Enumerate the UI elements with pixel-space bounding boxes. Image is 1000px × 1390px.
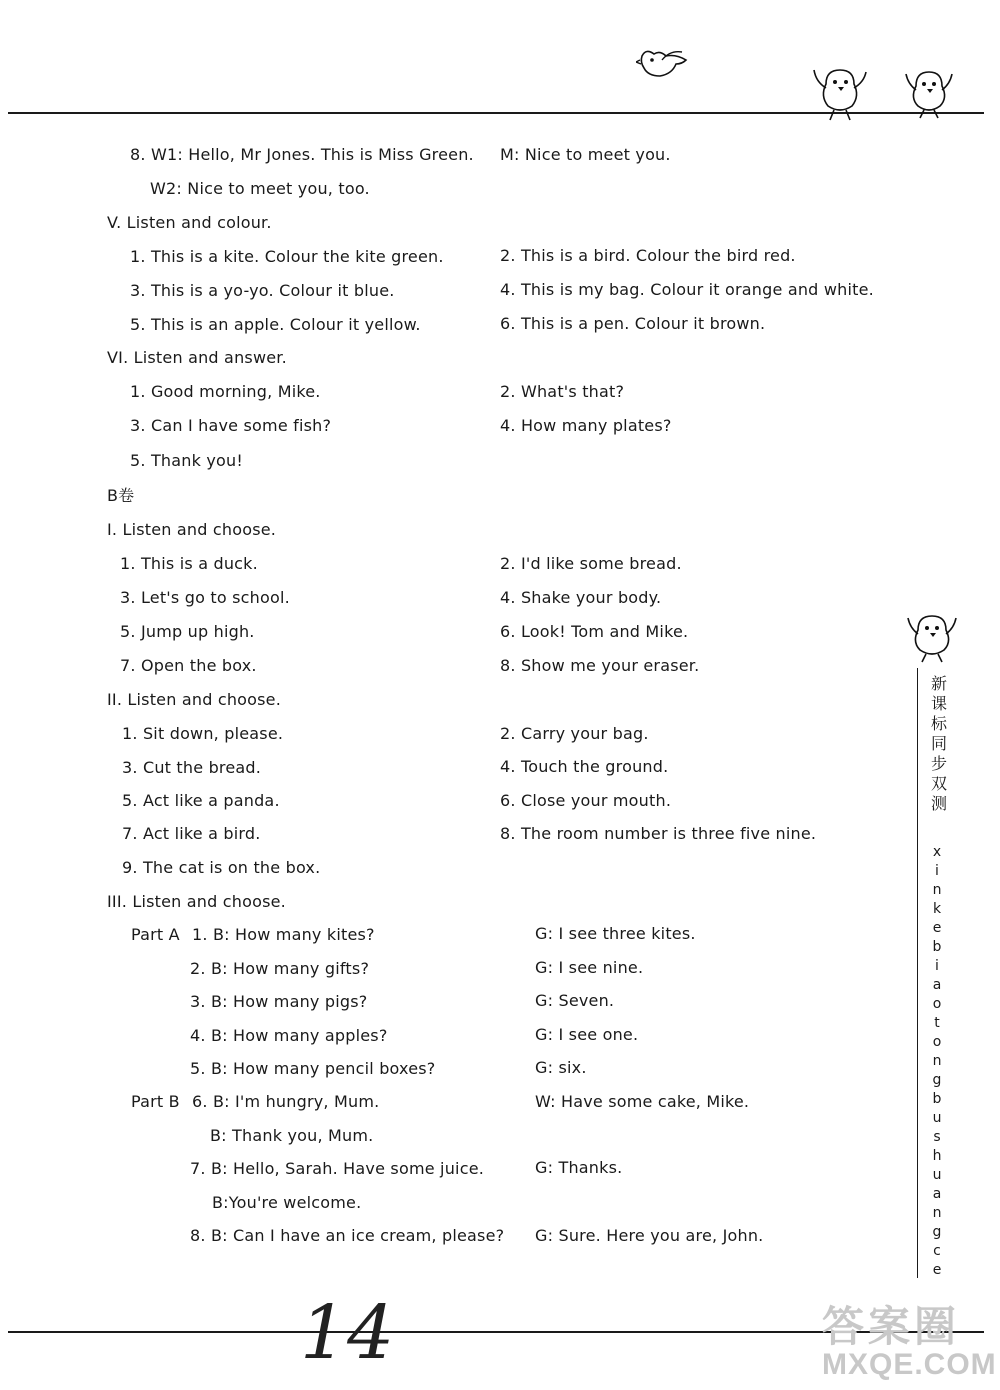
sidebar-pinyin-char: o	[932, 996, 942, 1012]
dialog-line: G: Thanks.	[535, 1158, 623, 1177]
sidebar-pinyin-char: g	[932, 1072, 942, 1088]
list-item: 1. This is a kite. Colour the kite green.	[130, 247, 444, 266]
dialog-line: G: six.	[535, 1058, 587, 1077]
list-item: 4. How many plates?	[500, 416, 672, 435]
dialog-line: 5. B: How many pencil boxes?	[190, 1059, 436, 1078]
sidebar-pinyin-char: c	[933, 1243, 941, 1259]
list-item: 5. This is an apple. Colour it yellow.	[130, 315, 421, 334]
sidebar-pinyin-char: n	[932, 882, 942, 898]
list-item: 8. The room number is three five nine.	[500, 824, 817, 843]
sidebar-pinyin-char: t	[934, 1015, 940, 1031]
sidebar-pinyin-char: e	[932, 920, 942, 936]
list-item: 5. Jump up high.	[120, 622, 255, 641]
dialog-line: 1. B: How many kites?	[192, 925, 375, 944]
dialog-line: 7. B: Hello, Sarah. Have some juice.	[190, 1159, 485, 1178]
list-item: 3. Let's go to school.	[120, 588, 290, 607]
sidebar-pinyin-char: g	[932, 1224, 942, 1240]
dialog-line: G: Seven.	[535, 991, 615, 1010]
list-item: 3. This is a yo-yo. Colour it blue.	[130, 281, 395, 300]
dialog-line: 2. B: How many gifts?	[190, 959, 370, 978]
dialog-line: 6. B: I'm hungry, Mum.	[192, 1092, 380, 1111]
sidebar-pinyin-char: e	[932, 1262, 942, 1278]
list-item: 1. This is a duck.	[120, 554, 258, 573]
sidebar-pinyin-char: n	[932, 1205, 942, 1221]
list-item: 6. Look! Tom and Mike.	[500, 622, 689, 641]
dialog-line: 8. B: Can I have an ice cream, please?	[190, 1226, 505, 1245]
dialog-line: 8. W1: Hello, Mr Jones. This is Miss Green.	[130, 145, 474, 164]
standing-bird-icon	[904, 66, 954, 120]
dialog-line: G: I see nine.	[535, 958, 644, 977]
dialog-line: B: Thank you, Mum.	[210, 1126, 374, 1145]
list-item: 5. Thank you!	[130, 451, 243, 470]
part-label: Part B	[131, 1092, 180, 1111]
list-item: 7. Open the box.	[120, 656, 257, 675]
list-item: 2. Carry your bag.	[500, 724, 649, 743]
dialog-line: W2: Nice to meet you, too.	[150, 179, 370, 198]
dialog-line: G: I see three kites.	[535, 924, 696, 943]
watermark-url: MXQE.COM	[822, 1348, 997, 1381]
section-heading: I. Listen and choose.	[107, 520, 277, 539]
sidebar-pinyin-char: b	[932, 939, 942, 955]
sidebar-pinyin-char: k	[932, 901, 942, 917]
sidebar-pinyin-char: x	[932, 844, 942, 860]
sidebar-pinyin-char: u	[932, 1167, 942, 1183]
section-heading: V. Listen and colour.	[107, 213, 272, 232]
list-item: 4. This is my bag. Colour it orange and white.	[500, 280, 874, 299]
sidebar-rule	[917, 668, 918, 1278]
list-item: 8. Show me your eraser.	[500, 656, 700, 675]
dialog-line: B:You're welcome.	[212, 1193, 362, 1212]
watermark	[822, 1305, 997, 1381]
dialog-line: 4. B: How many apples?	[190, 1026, 388, 1045]
list-item: 6. Close your mouth.	[500, 791, 672, 810]
section-heading: II. Listen and choose.	[107, 690, 282, 709]
sidebar-pinyin-char: a	[932, 977, 942, 993]
list-item: 6. This is a pen. Colour it brown.	[500, 314, 766, 333]
list-item: 1. Good morning, Mike.	[130, 382, 321, 401]
sidebar-title-char: 课	[930, 694, 947, 713]
dialog-line: W: Have some cake, Mike.	[535, 1092, 750, 1111]
section-heading: VI. Listen and answer.	[107, 348, 287, 367]
dialog-line: M: Nice to meet you.	[500, 145, 671, 164]
list-item: 2. This is a bird. Colour the bird red.	[500, 246, 796, 265]
list-item: 5. Act like a panda.	[122, 791, 280, 810]
sidebar-pinyin-char: b	[932, 1091, 942, 1107]
dialog-line: G: I see one.	[535, 1025, 639, 1044]
sidebar-pinyin-char: h	[932, 1148, 942, 1164]
list-item: 2. I'd like some bread.	[500, 554, 682, 573]
sidebar-pinyin-char: i	[935, 958, 939, 974]
sidebar-title-char: 标	[930, 714, 947, 733]
list-item: 9. The cat is on the box.	[122, 858, 321, 877]
dialog-line: G: Sure. Here you are, John.	[535, 1226, 764, 1245]
sidebar-pinyin-char: i	[935, 863, 939, 879]
list-item: 2. What's that?	[500, 382, 625, 401]
part-label: Part A	[131, 925, 180, 944]
section-heading: III. Listen and choose.	[107, 892, 286, 911]
list-item: 7. Act like a bird.	[122, 824, 261, 843]
page-number: 14	[300, 1290, 395, 1376]
standing-bird-icon	[812, 62, 868, 122]
list-item: 3. Cut the bread.	[122, 758, 262, 777]
sidebar-pinyin-char: s	[933, 1129, 941, 1145]
list-item: 4. Shake your body.	[500, 588, 662, 607]
sidebar-pinyin-char: o	[932, 1034, 942, 1050]
list-item: 3. Can I have some fish?	[130, 416, 332, 435]
sidebar-pinyin-char: n	[932, 1053, 942, 1069]
sidebar-title-char: 步	[930, 754, 947, 773]
standing-bird-icon	[906, 608, 958, 664]
list-item: 4. Touch the ground.	[500, 757, 669, 776]
sidebar-pinyin-char: a	[932, 1186, 942, 1202]
sidebar-pinyin-char: u	[932, 1110, 942, 1126]
sidebar-title-char: 新	[930, 674, 947, 693]
sidebar-title-char: 同	[930, 734, 947, 753]
sidebar-title-char: 测	[930, 794, 947, 813]
watermark-text: 答案圈	[822, 1303, 961, 1350]
list-item: 1. Sit down, please.	[122, 724, 284, 743]
dialog-line: 3. B: How many pigs?	[190, 992, 368, 1011]
sidebar-title-char: 双	[930, 774, 947, 793]
flying-bird-icon	[636, 44, 694, 86]
part-heading: B卷	[107, 486, 135, 505]
